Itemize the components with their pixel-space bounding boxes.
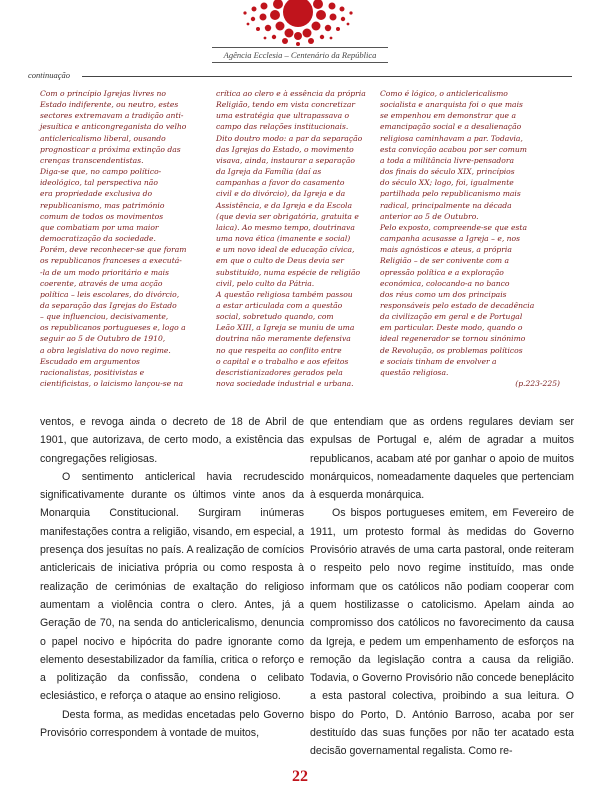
quote-line: a toda a militância livre-pensadora (380, 155, 514, 165)
quote-line: em particular. Deste modo, quando o (380, 323, 523, 333)
quote-line: crítica ao clero e à essência da própria (216, 89, 366, 98)
quote-column-1 (40, 88, 200, 389)
quote-line: (que devia ser obrigatória, gratuita e (216, 211, 359, 221)
header-rule-bottom (212, 62, 388, 63)
quote-line: política – leis escolares, do divórcio, (40, 289, 180, 299)
quote-line: económica, colocando-a no banco (380, 278, 510, 288)
quote-line: a obra legislativa do novo regime. (40, 345, 171, 355)
body-paragraph: O sentimento anticlerical havia recrudescido significativamente durante os últimos vinte anos da Monarquia Constitucional. Surgiram inúmeras manifestações contra a religião, visando, em especial, a presença dos jesuítas no país. A realização de comícios anticlericais de iniciativa própria ou como resposta à realização de cerimónias de exaltação do religioso aumentam a violência contra o clero. Antes, já a Geração de 70, na senda do anticlericalismo, denuncia o papel nocivo e hipócrita do padre ignorante como elemento desestabilizador da família, critica o reforço e a politização da confissão, condena o celibato eclesiástico, e reforça o ataque ao ensino religioso. (40, 470, 304, 703)
quote-line: – que influenciou, decisivamente, (40, 312, 169, 322)
quote-column-2 (216, 88, 376, 389)
quote-line: os republicanos portugueses e, logo a (40, 323, 186, 333)
quote-line: coerente, através de uma acção (40, 278, 163, 288)
quote-line: mais agnósticos e ateus, a própria (380, 245, 512, 255)
quote-line: uma nova ética (imanente e social) (216, 234, 351, 244)
quote-line: e um novo ideal de educação cívica, (216, 245, 355, 255)
quote-line: esta convicção acabou por ser comum (380, 144, 527, 154)
body-paragraph: ventos, e revoga ainda o decreto de 18 de Abril de 1901, que autorizava, de certo modo, a existência das congregações religiosas. (40, 416, 304, 465)
quote-line: religiosa caminhavam a par. Todavia, (380, 133, 523, 143)
quote-line: democratização da sociedade. (40, 234, 156, 244)
quote-line: seguir ao 5 de Outubro de 1910, (40, 334, 166, 344)
body-paragraph: que entendiam que as ordens regulares deviam ser expulsas de Portugal e, além de agradar a muitos republicanos, acabam até por ganhar o apoio de muitos monárquicos, nomeadamente daqueles que pertenciam à esquerda monárquica. (310, 416, 574, 502)
quote-line: sectores extremavam a tradição anti- (40, 111, 184, 121)
quote-line: que combatiam por uma maior (40, 222, 159, 232)
quote-line: anterior ao 5 de Outubro. (380, 211, 479, 221)
quote-line: da civilização em geral e de Portugal (380, 312, 523, 322)
quote-line: descristianizadores gerados pela (216, 367, 343, 377)
quote-line: ideal regenerador se tornou sinónimo (380, 334, 526, 344)
quote-line: campanha acusasse a Igreja – e, nos (380, 234, 521, 244)
quote-line: Leão XIII, a Igreja se muniu de uma (216, 323, 355, 333)
quote-line: campo das relações institucionais. (216, 122, 349, 132)
quote-line: partilhada pelo republicanismo mais (380, 189, 521, 199)
quote-column-3 (380, 88, 560, 389)
quote-line: a estar articulada com a questão (216, 300, 343, 310)
quote-line: das Igrejas do Estado, o movimento (216, 144, 354, 154)
quote-line: visava, ainda, instaurar a separação (216, 155, 355, 165)
quote-line: jesuítica e anticongreganista do velho (40, 122, 187, 132)
quote-line: crenças transcendentistas. (40, 155, 144, 165)
quote-line: se empenhou em demonstrar que a (380, 111, 516, 121)
quote-line: nova sociedade industrial e urbana. (216, 379, 354, 389)
quote-line: dos réus como um dos principais (380, 289, 507, 299)
quote-line: Como é lógico, o anticlericalismo (380, 89, 508, 98)
quote-line: e sociais tinham de envolver a (380, 356, 497, 366)
quote-line: dos finais do século XIX, princípios (380, 167, 515, 177)
quote-line: da separação das Igrejas do Estado (40, 300, 177, 310)
body-column-right (310, 413, 574, 761)
quote-line: Escudado em argumentos (40, 356, 140, 366)
quote-line: civil e do divórcio), da Igreja e da (216, 189, 346, 199)
quote-line: anticlericalismo liberal, ousando (40, 133, 166, 143)
quote-line: prognosticar a próxima extinção das (40, 144, 181, 154)
quote-line: Diga-se que, no campo político- (40, 167, 162, 177)
quote-line: os republicanos franceses a executá- (40, 256, 182, 266)
quote-line: -la de um modo prioritário e mais (40, 267, 169, 277)
quote-line: Com o princípio Igrejas livres no (40, 89, 166, 98)
quote-line: laica). Ao mesmo tempo, doutrinava (216, 222, 355, 232)
continuation-label: continuação (28, 70, 71, 80)
quote-line: racionalistas, positivistas e (40, 367, 145, 377)
quote-line: social, sobretudo quando, com (216, 312, 334, 322)
quote-line: uma estratégia que ultrapassava o (216, 111, 350, 121)
quote-line: cientificistas, o laicismo lançou-se na (40, 379, 183, 389)
quote-line: emancipação social e a desalienação (380, 122, 522, 132)
quote-line: Religião, tendo em vista concretizar (216, 100, 356, 110)
header-rule-top (212, 47, 388, 48)
quote-line: substituído, numa espécie de religião (216, 267, 361, 277)
quote-line: civil, pelo culto da Pátria. (216, 278, 315, 288)
header-title: Agência Ecclesia – Centenário da República (223, 50, 377, 60)
quote-line: ideológico, tal perspectiva não (40, 178, 158, 188)
quote-line: do século XX; logo, foi, igualmente (380, 178, 514, 188)
quote-line: socialista e anarquista foi o que mais (380, 100, 523, 110)
quote-line: em que o culto de Deus devia ser (216, 256, 344, 266)
quote-line: republicanismo, mas património (40, 200, 165, 210)
body-column-left (40, 413, 304, 742)
body-paragraph: Desta forma, as medidas encetadas pelo Governo Provisório correspondem à vontade de muitos, (40, 708, 304, 740)
quote-line: Pelo exposto, compreende-se que esta (380, 222, 527, 232)
quote-line: questão religiosa. (380, 367, 449, 377)
continuation-rule (82, 76, 572, 77)
quote-line: da Igreja da Família (daí as (216, 167, 322, 177)
quote-line: Porém, deve reconhecer-se que foram (40, 245, 187, 255)
quote-line: comum de todos os movimentos (40, 211, 164, 221)
page-number: 22 (292, 768, 308, 785)
quote-line: radical, principalmente na década (380, 200, 512, 210)
dot-pattern-emblem-icon (228, 0, 368, 46)
quote-line: no que respeita ao conflito entre (216, 345, 342, 355)
quote-line: responsáveis pelo estado de decadência (380, 300, 535, 310)
quote-line: era propriedade exclusiva do (40, 189, 153, 199)
quote-line: Religião – de ser conivente com a (380, 256, 510, 266)
quote-citation: (p.223-225) (515, 379, 560, 389)
quote-line: opressão política e a exploração (380, 267, 504, 277)
quote-line: doutrina não meramente defensiva (216, 334, 351, 344)
body-paragraph: Os bispos portugueses emitem, em Fevereiro de 1911, um protesto formal às medidas do Governo Provisório através de uma carta pastoral, onde reiteram o respeito pelo novo regime instituído, mas onde informam que os católicos não podiam cooperar com quem hostilizasse o catolicismo. Apelam ainda ao compromisso dos católicos no favorecimento da causa da Igreja, e pedem um empenhamento de esforços na remoção da legislação contra a causa da religião. Todavia, o Governo Provisório não concede beneplácito a esta pastoral colectiva, proibindo a sua leitura. O bispo do Porto, D. António Barroso, acaba por ser destituído das suas funções por não ter acatado esta decisão governamental regalista. Como re- (310, 507, 574, 758)
quote-line: o capital e o trabalho e aos efeitos (216, 356, 349, 366)
quote-line: de Revolução, os problemas políticos (380, 345, 523, 355)
quote-line: Estado indiferente, ou neutro, estes (40, 100, 179, 110)
quote-line: Dito doutro modo: a par da separação (216, 133, 363, 143)
quote-line: Assistência, e da Igreja e da Escola (216, 200, 352, 210)
quote-line: campanhas a favor do casamento (216, 178, 345, 188)
quote-line: A questão religiosa também passou (216, 289, 353, 299)
